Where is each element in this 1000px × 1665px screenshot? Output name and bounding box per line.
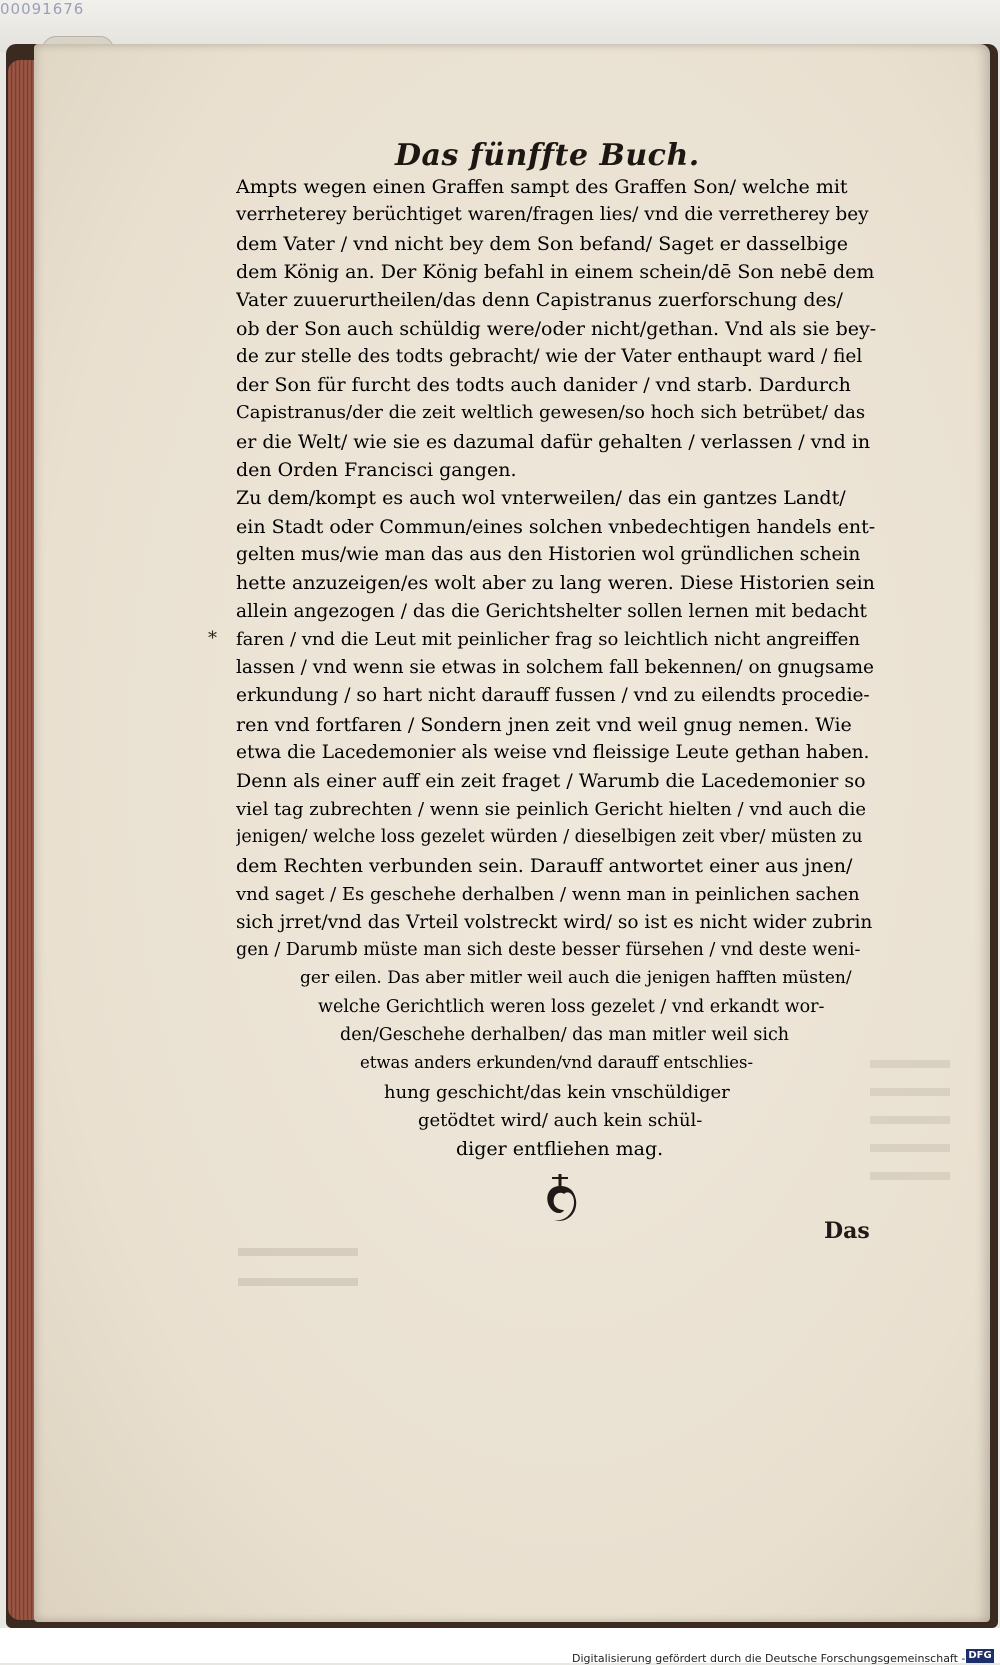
text-line: verrheterey berüchtiget waren/fragen lies/ vnd die verretherey bey (236, 204, 869, 226)
text-line: jenigen/ welche loss gezelet würden / dieselbigen zeit vber/ müsten zu (236, 826, 863, 847)
page-heading: Das fünffte Buch. (395, 138, 700, 173)
text-line: de zur stelle des todts gebracht/ wie der Vater enthaupt ward / fiel (236, 345, 863, 367)
scan-identifier: 00091676 (0, 0, 85, 18)
text-line: erkundung / so hart nicht darauff fussen / vnd zu eilendts procedie- (236, 685, 870, 707)
text-line: Capistranus/der die zeit weltlich gewesen/so hoch sich betrübet/ das (236, 402, 866, 424)
text-line: vnd saget / Es geschehe derhalben / wenn man in peinlichen sachen (236, 883, 860, 905)
text-line: ren vnd fortfaren / Sondern jnen zeit vnd weil gnug nemen. Wie (236, 713, 852, 736)
funding-notice: Digitalisierung gefördert durch die Deutsche Forschungsgemeinschaft - (572, 1652, 966, 1665)
fleuron-ornament-icon (540, 1172, 580, 1224)
text-line: dem Rechten verbunden sein. Darauff antwortet einer aus jnen/ (236, 855, 853, 878)
text-line: den/Geschehe derhalben/ das man mitler weil sich (340, 1025, 790, 1045)
text-line: sich jrret/vnd das Vrteil volstreckt wird/ so ist es nicht wider zubrin (236, 911, 873, 933)
text-line: dem Vater / vnd nicht bey dem Son befand/ Saget er dasselbige (236, 232, 848, 255)
dfg-logo: DFG (966, 1649, 994, 1663)
text-line: welche Gerichtlich weren loss gezelet / vnd erkandt wor- (318, 996, 825, 1017)
margin-mark: * (208, 628, 217, 649)
text-line: Ampts wegen einen Graffen sampt des Graffen Son/ welche mit (236, 176, 848, 198)
text-line: allein angezogen / das die Gerichtshelter sollen lernen mit bedacht (236, 600, 867, 622)
text-line: viel tag zubrechten / wenn sie peinlich Gericht hielten / vnd auch die (236, 798, 866, 820)
text-line: gen / Darumb müste man sich deste besser fürsehen / vnd deste weni- (236, 940, 861, 961)
text-line: gelten mus/wie man das aus den Historien wol gründlichen schein (236, 543, 861, 565)
text-line: getödtet wird/ auch kein schül- (418, 1109, 703, 1131)
text-line: ob der Son auch schüldig were/oder nicht/gethan. Vnd als sie bey- (236, 317, 876, 340)
show-through-right (870, 1040, 950, 1200)
show-through-left (238, 1226, 358, 1296)
text-line: dem König an. Der König befahl in einem schein/dē Son nebē dem (236, 260, 875, 283)
text-line: hette anzuzeigen/es wolt aber zu lang weren. Diese Historien sein (236, 572, 875, 595)
text-line: Denn als einer auff ein zeit fraget / Warumb die Lacedemonier so (236, 770, 866, 793)
text-line: etwas anders erkunden/vnd darauff entschlies- (360, 1053, 754, 1073)
text-line: etwa die Lacedemonier als weise vnd fleissige Leute gethan haben. (236, 742, 870, 763)
text-line: diger entfliehen mag. (456, 1138, 664, 1161)
text-line: er die Welt/ wie sie es dazumal dafür gehalten / verlassen / vnd in (236, 430, 871, 453)
text-line: Vater zuuerurtheilen/das denn Capistranus zuerforschung des/ (236, 289, 843, 312)
text-line: den Orden Francisci gangen. (236, 459, 517, 481)
text-line: hung geschicht/das kein vnschüldiger (384, 1081, 730, 1103)
text-line: ger eilen. Das aber mitler weil auch die jenigen hafften müsten/ (300, 968, 852, 989)
text-line: lassen / vnd wenn sie etwas in solchem fall bekennen/ on gnugsame (236, 657, 874, 679)
text-line: faren / vnd die Leut mit peinlicher frag so leichtlich nicht angreiffen (236, 628, 860, 650)
text-line: der Son für furcht des todts auch danider / vnd starb. Dardurch (236, 374, 851, 397)
catchword: Das (824, 1218, 870, 1244)
text-line: ein Stadt oder Commun/eines solchen vnbedechtigen handels ent- (236, 515, 876, 538)
text-line: Zu dem/kompt es auch wol vnterweilen/ das ein gantzes Landt/ (236, 487, 846, 510)
